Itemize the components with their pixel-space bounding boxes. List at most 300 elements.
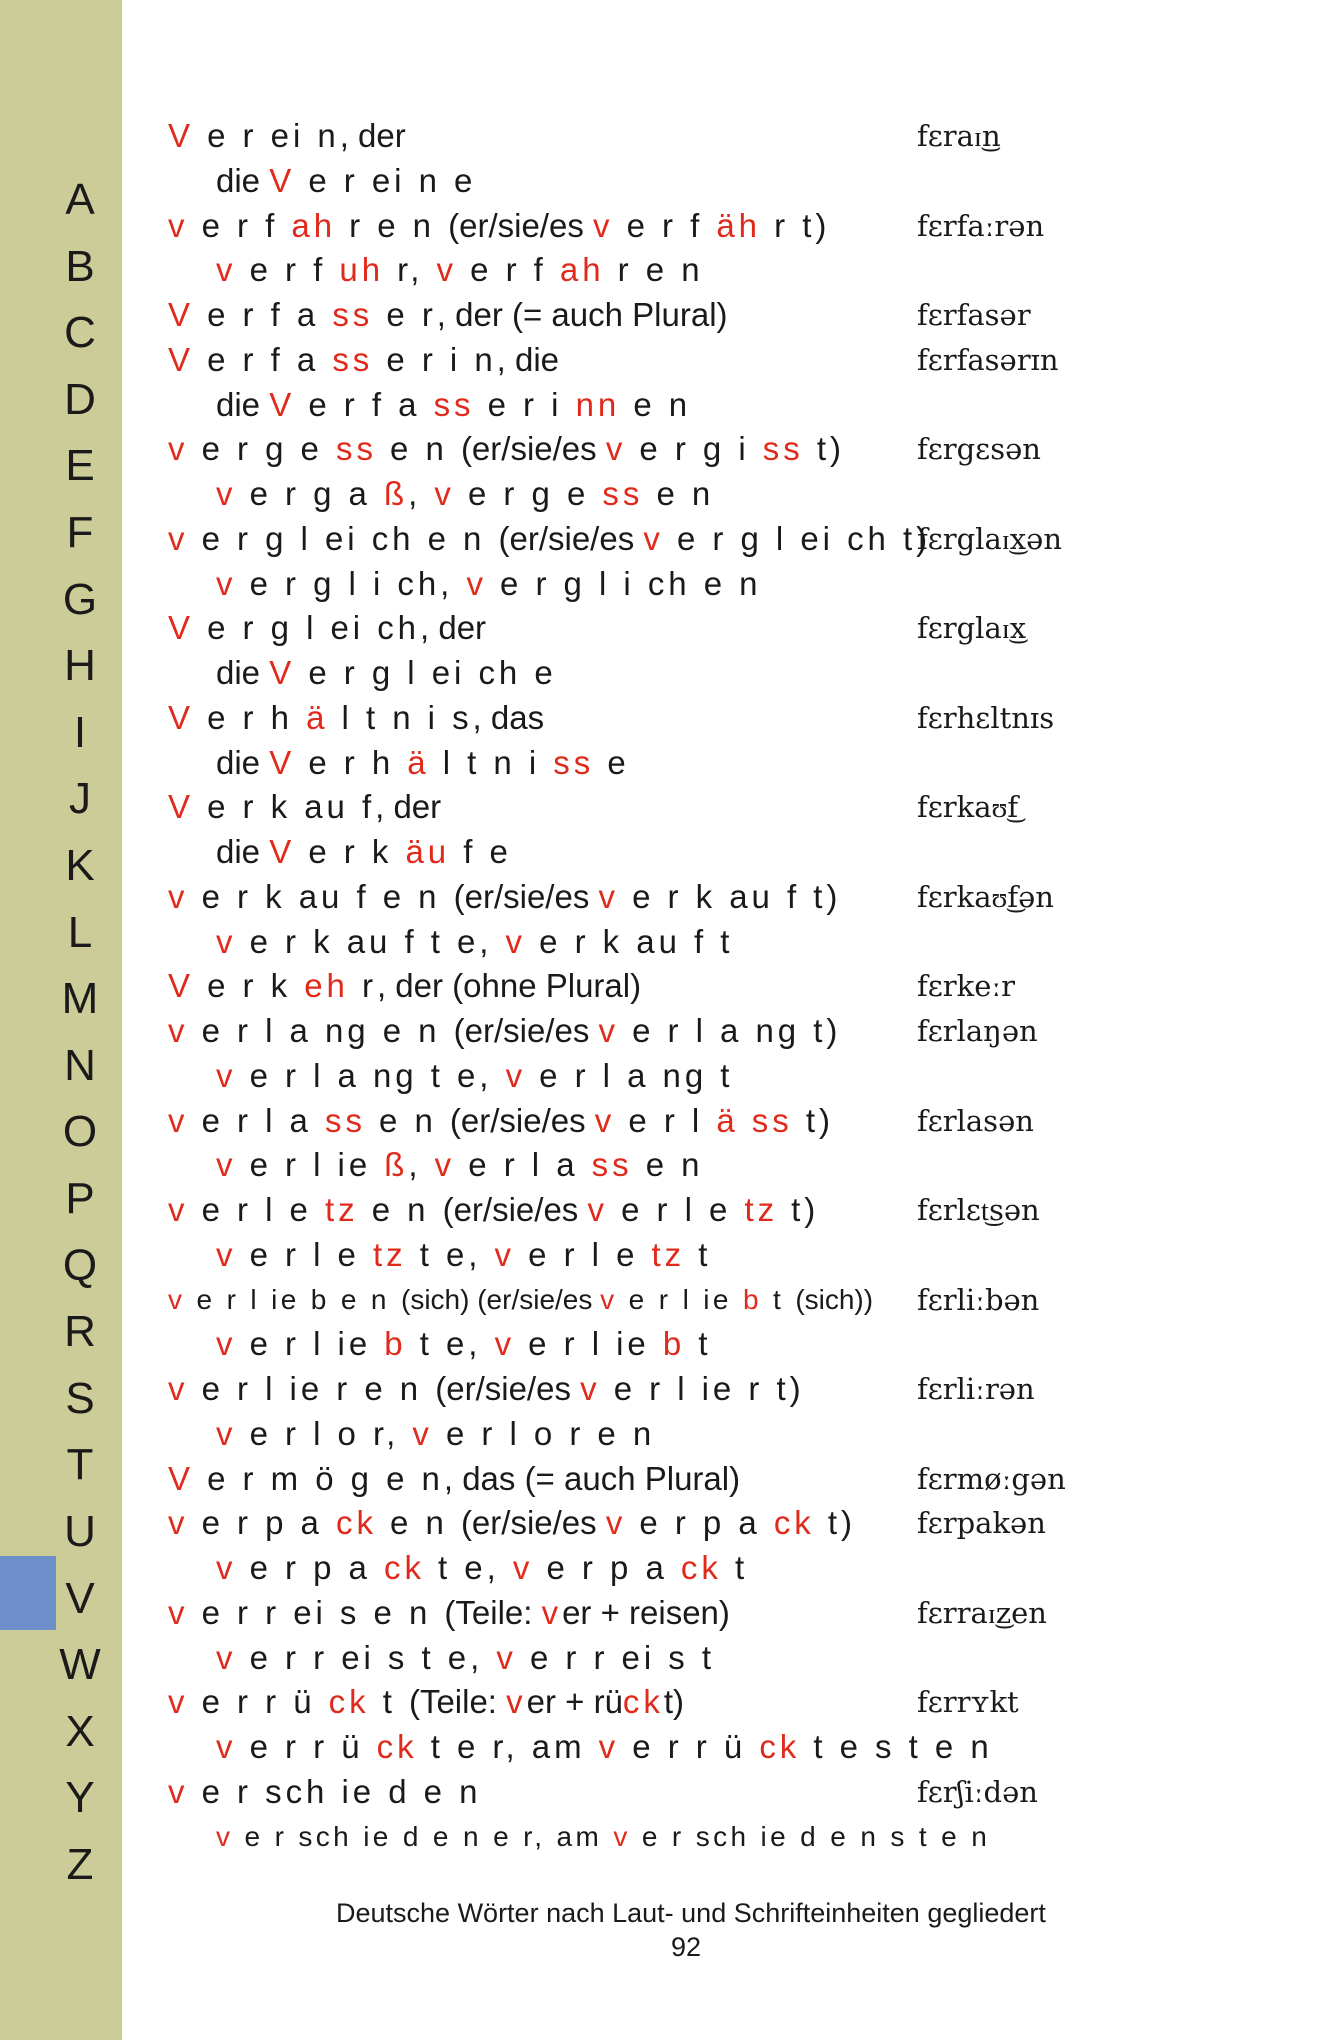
- word-segment: l t n i: [429, 743, 554, 781]
- ipa-transcription: fɛrrʏkt: [917, 1685, 1019, 1720]
- highlighted-letters: v: [505, 1056, 527, 1094]
- word-segment: e r g i: [626, 430, 763, 468]
- word-segment: t): [663, 1683, 685, 1721]
- word-segment: e r f a: [295, 385, 434, 423]
- entry-word: [216, 248, 704, 292]
- highlighted-letters: v: [434, 1146, 456, 1184]
- highlighted-letters: v: [505, 922, 527, 960]
- entry-word: [168, 1278, 873, 1322]
- entry-headword: [0, 1680, 1332, 1724]
- word-segment: , der: [375, 788, 442, 826]
- word-segment: e r l ie r e n: [188, 1370, 436, 1407]
- highlighted-letters: V: [168, 609, 194, 647]
- word-segment: e r g a: [236, 475, 384, 512]
- ipa-transcription: fɛrkaʊ͜f: [917, 790, 1019, 825]
- highlighted-letters: v: [466, 564, 487, 602]
- highlighted-letters: ä ss: [716, 1101, 793, 1139]
- alphabet-letter-a[interactable]: A: [65, 175, 95, 224]
- entry-word: [216, 1143, 703, 1187]
- word-segment: e r g e: [454, 475, 603, 512]
- word-segment: (er/sie/es: [453, 877, 599, 915]
- alphabet-letter-g[interactable]: G: [62, 574, 98, 624]
- word-segment: , die: [496, 340, 560, 378]
- word-segment: er + rü: [526, 1683, 623, 1721]
- alphabet-letter-l[interactable]: L: [67, 907, 93, 957]
- highlighted-letters: ss: [324, 1101, 366, 1139]
- word-segment: e r k: [295, 833, 406, 870]
- word-segment: , das (= auch Plural): [443, 1459, 741, 1497]
- word-segment: t e s t e n: [800, 1728, 993, 1765]
- word-segment: e r k au f t e,: [236, 922, 506, 960]
- highlighted-letters: ck: [328, 1683, 370, 1721]
- word-segment: e r h: [295, 743, 408, 781]
- entry-headword: [0, 1278, 1332, 1322]
- ipa-transcription: fɛrmøːgən: [917, 1461, 1066, 1496]
- word-segment: e r l a ng t): [618, 1012, 842, 1049]
- entry-word: [168, 606, 486, 650]
- entry-headword: [0, 875, 1332, 919]
- word-segment: e r r ei s t: [516, 1638, 715, 1676]
- alphabet-letter-t[interactable]: T: [66, 1440, 94, 1490]
- word-segment: , der (ohne Plural): [376, 967, 642, 1005]
- word-segment: e r h: [193, 698, 307, 736]
- word-segment: e r l e: [607, 1191, 745, 1228]
- highlighted-letters: v: [412, 1414, 433, 1452]
- entry-word: [168, 785, 441, 829]
- highlighted-letters: ck: [759, 1728, 801, 1765]
- entry-headword: [0, 606, 1332, 650]
- word-segment: e r f: [236, 251, 340, 289]
- highlighted-letters: V: [269, 161, 296, 199]
- entry-word: [168, 1188, 819, 1232]
- word-segment: e r g l ei ch e n: [188, 519, 499, 557]
- highlighted-letters: v: [168, 1191, 189, 1228]
- word-segment: r,: [384, 251, 437, 289]
- word-segment: t): [814, 1504, 856, 1542]
- word-segment: die: [216, 161, 270, 199]
- word-segment: e n: [365, 1101, 450, 1139]
- alphabet-letter-b[interactable]: B: [65, 241, 95, 291]
- word-segment: r e n: [336, 206, 449, 244]
- entry-headword: [0, 964, 1332, 1008]
- word-segment: e r l a ng t e,: [236, 1056, 506, 1094]
- alphabet-letter-q[interactable]: Q: [62, 1240, 98, 1290]
- alphabet-letter-x[interactable]: X: [65, 1706, 95, 1756]
- entry-forms: [0, 920, 1332, 964]
- entry-forms: [0, 248, 1332, 292]
- entry-forms: [0, 1815, 1332, 1859]
- entry-word: [168, 1680, 684, 1724]
- ipa-transcription: fɛrlɛt͜sən: [917, 1193, 1040, 1227]
- highlighted-letters: v: [494, 1235, 516, 1273]
- word-segment: e r g l i ch e n: [486, 564, 762, 602]
- entry-word: [168, 1457, 740, 1501]
- highlighted-letters: v: [643, 519, 664, 557]
- ipa-transcription: fɛrkaʊ͜fən: [917, 879, 1054, 914]
- entry-word: [216, 1412, 655, 1456]
- word-segment: e r l a: [188, 1101, 325, 1139]
- highlighted-letters: v: [580, 1370, 601, 1407]
- entry-forms: [0, 1636, 1332, 1680]
- word-segment: e r ei n e: [295, 161, 477, 199]
- word-segment: e r l e: [515, 1235, 652, 1273]
- word-segment: die: [216, 385, 270, 423]
- highlighted-letters: ck: [376, 1728, 418, 1765]
- word-segment: , der (= auch Plural): [436, 296, 728, 333]
- highlighted-letters: b: [662, 1325, 686, 1363]
- word-segment: e r k au f: [193, 788, 376, 826]
- highlighted-letters: b: [742, 1283, 762, 1315]
- highlighted-letters: v: [598, 1728, 620, 1765]
- word-segment: die: [216, 654, 270, 691]
- highlighted-letters: V: [168, 788, 194, 826]
- highlighted-letters: V: [168, 967, 194, 1005]
- highlighted-letters: ck: [773, 1504, 815, 1542]
- highlighted-letters: uh: [339, 251, 385, 289]
- entry-forms: [0, 1725, 1332, 1769]
- word-segment: t: [761, 1283, 796, 1315]
- highlighted-letters: v: [168, 1370, 189, 1407]
- ipa-transcription: fɛrhɛltnɪs: [917, 700, 1055, 735]
- highlighted-letters: ss: [591, 1146, 633, 1184]
- highlighted-letters: v: [216, 564, 237, 602]
- ipa-transcription: fɛrfaːrən: [917, 208, 1045, 243]
- word-segment: e r l o r e n: [432, 1414, 656, 1452]
- highlighted-letters: v: [216, 922, 237, 960]
- word-segment: (er/sie/es: [453, 1012, 599, 1049]
- word-segment: (sich) (er/sie/es: [401, 1283, 601, 1315]
- word-segment: e r f: [457, 251, 560, 289]
- highlighted-letters: v: [168, 1504, 189, 1542]
- entry-word: [168, 427, 845, 471]
- word-segment: e r r ü: [619, 1728, 760, 1765]
- entry-headword: [0, 1099, 1332, 1143]
- word-segment: e r l e: [236, 1235, 373, 1273]
- word-segment: e r: [373, 296, 437, 333]
- highlighted-letters: v: [605, 1504, 627, 1542]
- word-segment: e r k: [193, 967, 305, 1005]
- highlighted-letters: äh: [716, 206, 761, 244]
- word-segment: e r g l ei ch e: [295, 654, 557, 691]
- word-segment: e r l o r,: [236, 1414, 413, 1452]
- word-segment: , der: [339, 117, 406, 154]
- alphabet-letter-s[interactable]: S: [65, 1373, 95, 1423]
- word-segment: e n: [620, 385, 692, 423]
- alphabet-letter-m[interactable]: M: [61, 974, 99, 1024]
- word-segment: e r l ie: [515, 1325, 663, 1363]
- word-segment: t: [369, 1683, 409, 1721]
- highlighted-letters: tz: [372, 1235, 407, 1273]
- highlighted-letters: v: [216, 1820, 234, 1852]
- word-segment: e r p a: [626, 1504, 774, 1542]
- entry-word: [216, 830, 512, 874]
- highlighted-letters: v: [494, 1325, 516, 1363]
- word-segment: e r f a: [193, 340, 333, 378]
- entry-headword: [0, 1770, 1332, 1814]
- word-segment: e n: [376, 430, 461, 468]
- highlighted-letters: tz: [324, 1191, 359, 1228]
- highlighted-letters: ss: [433, 385, 475, 423]
- entry-word: [168, 1099, 834, 1143]
- alphabet-letter-f[interactable]: F: [66, 508, 94, 557]
- highlighted-letters: v: [168, 519, 189, 557]
- highlighted-letters: eh: [304, 967, 349, 1005]
- highlighted-letters: ck: [622, 1683, 664, 1721]
- highlighted-letters: v: [216, 1325, 237, 1363]
- alphabet-letter-z[interactable]: Z: [66, 1840, 94, 1889]
- word-segment: t): [803, 430, 845, 468]
- entry-word: [216, 472, 714, 516]
- entry-forms: [0, 1412, 1332, 1456]
- word-segment: ,: [408, 475, 435, 512]
- word-segment: , das: [472, 698, 545, 736]
- entry-headword: [0, 696, 1332, 740]
- word-segment: l t n i s: [328, 698, 473, 736]
- highlighted-letters: v: [216, 1146, 237, 1184]
- word-segment: e r l e: [188, 1191, 325, 1228]
- entry-forms: [0, 741, 1332, 785]
- highlighted-letters: v: [506, 1683, 527, 1721]
- entry-forms: [0, 472, 1332, 516]
- ipa-transcription: fɛrlaŋən: [917, 1014, 1038, 1048]
- highlighted-letters: v: [168, 1012, 189, 1049]
- highlighted-letters: ss: [602, 475, 644, 512]
- alphabet-letter-j[interactable]: J: [69, 774, 91, 824]
- highlighted-letters: v: [587, 1191, 608, 1228]
- word-segment: e r i n: [373, 340, 497, 378]
- entry-forms: [0, 830, 1332, 874]
- entry-word: [216, 1725, 993, 1769]
- alphabet-letter-p[interactable]: P: [65, 1174, 95, 1223]
- entry-headword: [0, 1367, 1332, 1411]
- highlighted-letters: v: [598, 877, 619, 915]
- word-segment: e r p a: [533, 1549, 681, 1586]
- word-segment: e r g l ei ch: [193, 609, 420, 647]
- word-segment: e r g l ei ch t): [663, 519, 932, 557]
- highlighted-letters: ck: [680, 1549, 722, 1586]
- word-segment: e r i: [474, 385, 576, 423]
- word-segment: e r f: [613, 206, 717, 244]
- highlighted-letters: tz: [744, 1191, 779, 1228]
- ipa-transcription: fɛrgɛsən: [917, 432, 1041, 467]
- word-segment: (er/sie/es: [449, 1101, 595, 1139]
- entry-word: [216, 1546, 748, 1590]
- highlighted-letters: ä: [407, 743, 430, 781]
- word-segment: t e r, am: [417, 1728, 599, 1765]
- entry-headword: [0, 204, 1332, 248]
- highlighted-letters: ss: [332, 296, 374, 333]
- entry-word: [216, 1322, 711, 1366]
- alphabet-letter-e[interactable]: E: [65, 441, 95, 491]
- word-segment: e r l ie: [617, 1283, 743, 1315]
- highlighted-letters: v: [168, 1283, 186, 1315]
- word-segment: er + reisen): [562, 1593, 730, 1631]
- entry-word: [168, 1770, 481, 1814]
- highlighted-letters: v: [216, 1414, 237, 1452]
- highlighted-letters: v: [434, 475, 455, 512]
- entry-forms: [0, 651, 1332, 695]
- highlighted-letters: v: [436, 251, 457, 289]
- alphabet-letter-y[interactable]: Y: [65, 1773, 95, 1823]
- highlighted-letters: v: [168, 1772, 189, 1810]
- highlighted-letters: nn: [575, 385, 621, 423]
- word-segment: (er/sie/es: [498, 519, 644, 557]
- word-segment: e r p a: [188, 1504, 336, 1542]
- highlighted-letters: V: [269, 833, 296, 870]
- highlighted-letters: V: [168, 698, 194, 736]
- highlighted-letters: v: [216, 1549, 237, 1586]
- ipa-transcription: fɛrfasərɪn: [917, 342, 1059, 377]
- alphabet-letter-u[interactable]: U: [64, 1507, 96, 1556]
- word-segment: t): [792, 1101, 834, 1139]
- alphabet-letter-r[interactable]: R: [64, 1307, 96, 1357]
- word-segment: r: [348, 967, 377, 1005]
- entry-headword: [0, 785, 1332, 829]
- highlighted-letters: v: [168, 1101, 189, 1139]
- highlighted-letters: V: [168, 1459, 194, 1497]
- word-segment: t): [778, 1191, 820, 1228]
- entry-forms: [0, 1322, 1332, 1366]
- ipa-transcription: fɛrlasən: [917, 1103, 1034, 1138]
- word-segment: e r l ie b e n: [185, 1283, 401, 1315]
- highlighted-letters: v: [216, 1728, 237, 1765]
- word-segment: e r k au f e n: [188, 877, 454, 915]
- highlighted-letters: ä: [306, 698, 329, 736]
- entry-word: [168, 338, 559, 382]
- word-segment: e r l a ng e n: [188, 1012, 454, 1049]
- word-segment: r e n: [604, 251, 704, 289]
- word-segment: e r r ü: [236, 1728, 377, 1765]
- alphabet-letter-v[interactable]: V: [65, 1573, 95, 1623]
- entry-word: [216, 1636, 715, 1680]
- ipa-transcription: fɛrliːbən: [917, 1282, 1040, 1317]
- ipa-transcription: fɛrfasər: [917, 298, 1031, 332]
- highlighted-letters: v: [216, 1638, 237, 1676]
- entry-forms: [0, 1054, 1332, 1098]
- highlighted-letters: v: [216, 1056, 237, 1094]
- ipa-transcription: fɛrkeːr: [917, 969, 1015, 1004]
- highlighted-letters: v: [168, 877, 189, 915]
- alphabet-letter-h[interactable]: H: [64, 641, 96, 691]
- entry-word: [168, 696, 544, 740]
- ipa-transcription: fɛrglaɪ͜x: [917, 611, 1027, 646]
- word-segment: t: [685, 1235, 712, 1273]
- alphabet-letter-i[interactable]: I: [73, 707, 87, 757]
- entry-headword: [0, 427, 1332, 471]
- entry-forms: [0, 1233, 1332, 1277]
- word-segment: e r l a: [455, 1146, 592, 1184]
- highlighted-letters: v: [168, 206, 189, 244]
- highlighted-letters: ah: [291, 206, 337, 244]
- entry-word: [168, 204, 830, 248]
- word-segment: e r r ü: [188, 1683, 329, 1721]
- ipa-transcription: fɛrʃiːdən: [917, 1774, 1038, 1809]
- entry-word: [168, 1367, 805, 1411]
- entry-word: [216, 562, 762, 606]
- ipa-transcription: fɛraɪ͜n: [917, 119, 1001, 153]
- word-segment: e r f: [188, 206, 292, 244]
- word-segment: e r l ie: [236, 1325, 385, 1363]
- entry-word: [168, 875, 841, 919]
- word-segment: e n: [643, 475, 715, 512]
- entry-word: [216, 1233, 711, 1277]
- alphabet-letter-o[interactable]: O: [62, 1107, 98, 1157]
- word-segment: (er/sie/es: [460, 1504, 606, 1542]
- entry-forms: [0, 562, 1332, 606]
- highlighted-letters: tz: [651, 1235, 686, 1273]
- entry-word: [168, 1591, 730, 1635]
- entry-word: [216, 741, 630, 785]
- word-segment: t e,: [406, 1235, 495, 1273]
- highlighted-letters: v: [168, 1593, 189, 1631]
- word-segment: e r p a: [236, 1549, 384, 1586]
- word-segment: (sich)): [795, 1283, 874, 1315]
- entry-word: [168, 517, 931, 561]
- alphabet-letter-d[interactable]: D: [64, 374, 96, 424]
- word-segment: e r g e: [188, 430, 336, 468]
- entry-forms: [0, 159, 1332, 203]
- word-segment: (er/sie/es: [460, 430, 606, 468]
- highlighted-letters: v: [605, 430, 627, 468]
- ipa-transcription: fɛrpakən: [917, 1506, 1046, 1541]
- word-segment: (Teile:: [408, 1683, 507, 1721]
- word-segment: ,: [408, 1146, 435, 1184]
- entry-headword: [0, 1501, 1332, 1545]
- word-segment: e r g l i ch,: [236, 564, 467, 602]
- word-segment: e r r ei s e n: [188, 1593, 445, 1631]
- entry-word: [216, 1815, 990, 1859]
- alphabet-letter-c[interactable]: C: [64, 308, 96, 358]
- entry-forms: [0, 383, 1332, 427]
- alphabet-letter-w[interactable]: W: [59, 1640, 101, 1690]
- highlighted-letters: ah: [559, 251, 605, 289]
- word-segment: e r l ie: [236, 1146, 385, 1184]
- alphabet-letter-k[interactable]: K: [65, 841, 95, 890]
- highlighted-letters: v: [168, 1683, 189, 1721]
- highlighted-letters: v: [512, 1549, 534, 1586]
- entry-headword: [0, 1591, 1332, 1635]
- entry-word: [168, 114, 406, 158]
- entry-headword: [0, 338, 1332, 382]
- alphabet-letter-n[interactable]: N: [64, 1040, 96, 1090]
- entry-word: [216, 651, 557, 695]
- word-segment: f e: [450, 833, 512, 870]
- entry-word: [168, 1009, 841, 1053]
- word-segment: (er/sie/es: [448, 206, 593, 244]
- entry-headword: [0, 1457, 1332, 1501]
- word-segment: (Teile:: [444, 1593, 542, 1631]
- highlighted-letters: ck: [336, 1504, 377, 1542]
- highlighted-letters: V: [269, 743, 296, 781]
- entry-forms: [0, 1143, 1332, 1187]
- entry-word: [168, 1501, 856, 1545]
- word-segment: e r ei n: [193, 117, 340, 154]
- highlighted-letters: V: [269, 654, 296, 691]
- entry-headword: [0, 1009, 1332, 1053]
- word-segment: (er/sie/es: [442, 1191, 588, 1228]
- highlighted-letters: v: [496, 1638, 517, 1676]
- entry-headword: [0, 114, 1332, 158]
- highlighted-letters: äu: [405, 833, 451, 870]
- word-segment: e r r ei s t e,: [236, 1638, 497, 1676]
- word-segment: t: [685, 1325, 712, 1363]
- ipa-transcription: fɛrglaɪ͜xən: [917, 521, 1062, 556]
- highlighted-letters: v: [216, 1235, 237, 1273]
- highlighted-letters: V: [168, 117, 194, 154]
- word-segment: e n: [376, 1504, 461, 1542]
- word-segment: e n: [632, 1146, 704, 1184]
- entry-word: [216, 383, 691, 427]
